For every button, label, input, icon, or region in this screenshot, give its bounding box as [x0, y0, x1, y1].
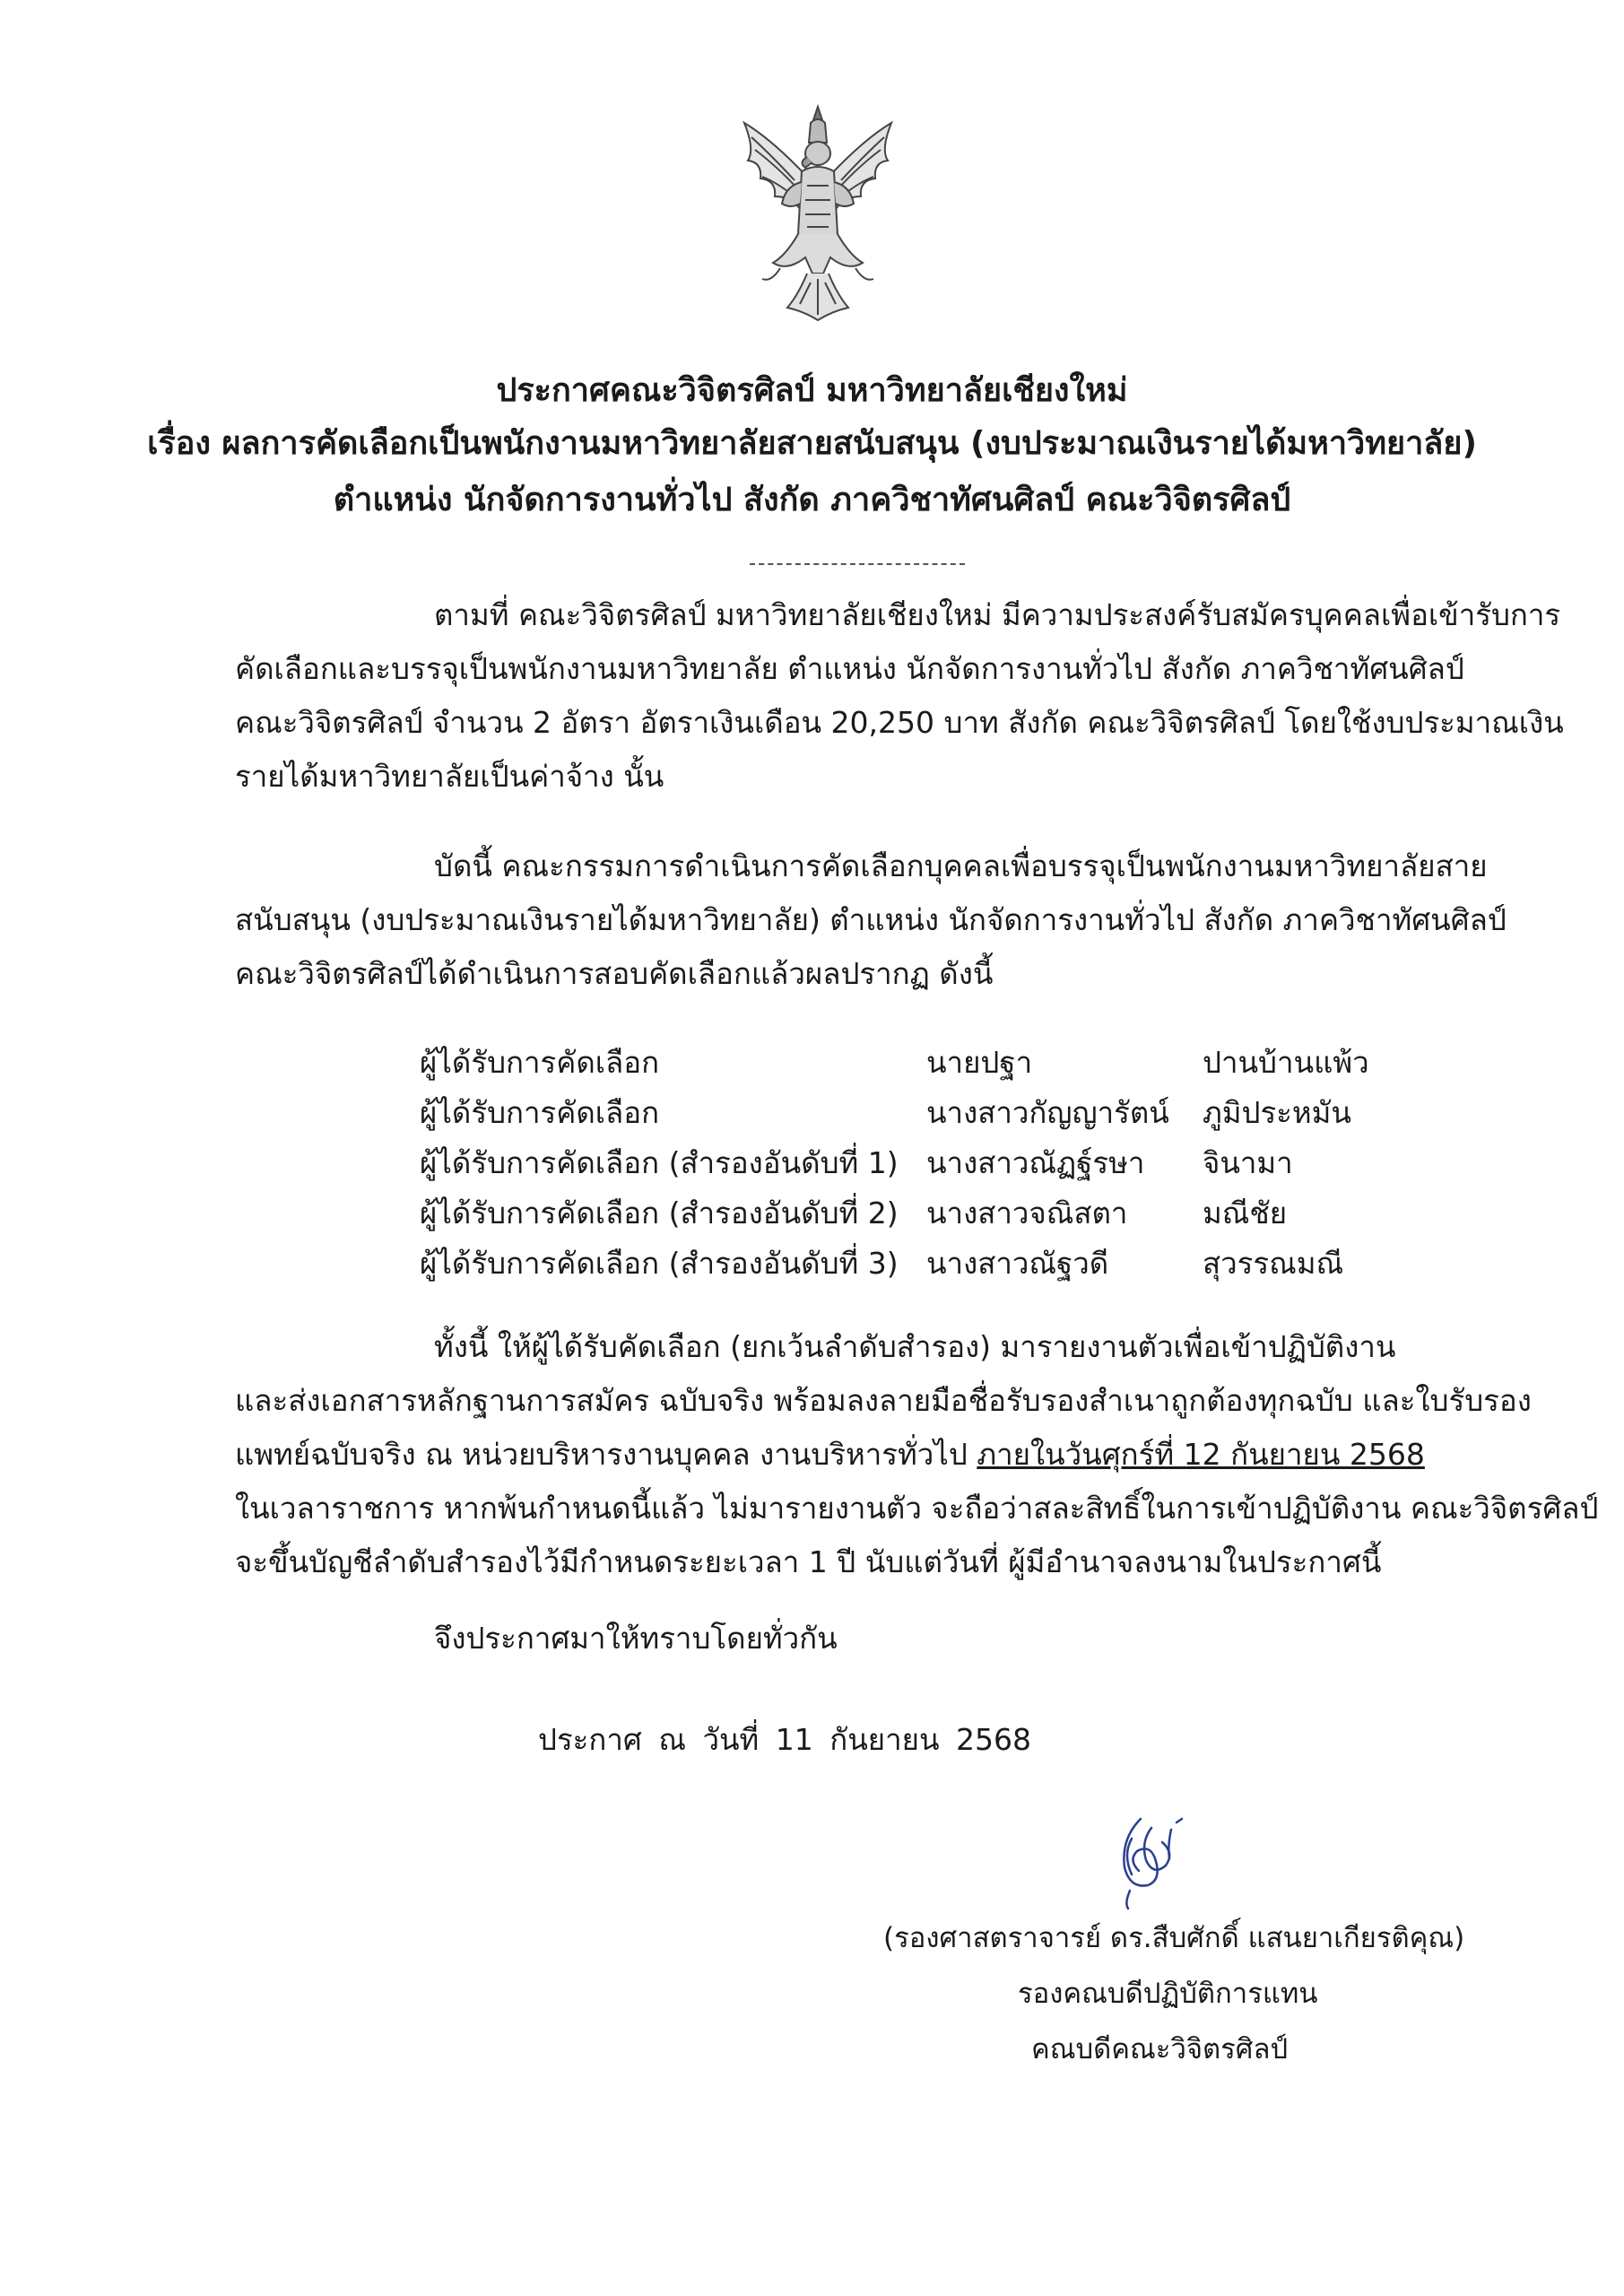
list-item	[420, 1089, 1406, 1139]
announcement-date: ประกาศ ณ วันที่ 11 กันยายน 2568	[538, 1722, 1032, 1757]
signer-name: (รองศาสตราจารย์ ดร.สืบศักดิ์ แสนยาเกียรติคุณ)	[883, 1922, 1465, 1954]
paragraph-line: และส่งเอกสารหลักฐานการสมัคร ฉบับจริง พร้อมลงลายมือชื่อรับรองสำเนาถูกต้องทุกฉบับ และใบรับรอง	[235, 1383, 1532, 1418]
candidate-last-name: ปานบ้านแพ้ว	[1203, 1045, 1369, 1080]
signer-on-behalf: คณบดีคณะวิจิตรศิลป์	[1031, 2033, 1289, 2066]
candidate-first-name: นายปฐา	[926, 1045, 1033, 1080]
garuda-emblem-icon	[735, 103, 901, 323]
paragraph-line: คณะวิจิตรศิลป์ได้ดำเนินการสอบคัดเลือกแล้วผลปรากฏ ดังนี้	[235, 956, 994, 991]
announcement-heading: ประกาศคณะวิจิตรศิลป์ มหาวิทยาลัยเชียงใหม่	[496, 372, 1128, 409]
list-item	[420, 1039, 1406, 1089]
paragraph-line: ในเวลาราชการ หากพ้นกำหนดนี้แล้ว ไม่มารายงานตัว จะถือว่าสละสิทธิ์ในการเข้าปฏิบัติงาน คณะวิจิตรศิลป์	[235, 1491, 1599, 1526]
paragraph-line: ตามที่ คณะวิจิตรศิลป์ มหาวิทยาลัยเชียงใหม่ มีความประสงค์รับสมัครบุคคลเพื่อเข้ารับการ	[434, 597, 1561, 632]
paragraph-line: รายได้มหาวิทยาลัยเป็นค่าจ้าง นั้น	[235, 759, 664, 794]
paragraph-line: บัดนี้ คณะกรรมการดำเนินการคัดเลือกบุคคลเพื่อบรรจุเป็นพนักงานมหาวิทยาลัยสาย	[434, 848, 1488, 883]
paragraph-instructions	[235, 1320, 1598, 1589]
paragraph-line: คณะวิจิตรศิลป์ จำนวน 2 อัตรา อัตราเงินเดือน 20,250 บาท สังกัด คณะวิจิตรศิลป์ โดยใช้งบประมาณเงิน	[235, 705, 1564, 740]
candidate-status: ผู้ได้รับการคัดเลือก	[420, 1045, 660, 1080]
candidate-last-name: ภูมิประหมัน	[1203, 1095, 1351, 1130]
list-item	[420, 1239, 1406, 1290]
paragraph-result-intro	[235, 839, 1507, 1001]
candidate-last-name: มณีชัย	[1203, 1196, 1288, 1231]
paragraph-line: คัดเลือกและบรรจุเป็นพนักงานมหาวิทยาลัย ตำแหน่ง นักจัดการงานทั่วไป สังกัด ภาควิชาทัศนศิลป์	[235, 651, 1464, 686]
paragraph-line: ทั้งนี้ ให้ผู้ได้รับคัดเลือก (ยกเว้นลำดับสำรอง) มารายงานตัวเพื่อเข้าปฏิบัติงาน	[434, 1329, 1396, 1364]
candidate-first-name: นางสาวณัฐวดี	[926, 1246, 1109, 1281]
signer-block	[883, 1915, 1464, 2082]
candidate-status: ผู้ได้รับการคัดเลือก (สำรองอันดับที่ 1)	[420, 1145, 899, 1180]
candidate-last-name: จินามา	[1203, 1145, 1293, 1180]
list-item	[420, 1189, 1406, 1239]
candidate-first-name: นางสาวกัญญารัตน์	[926, 1095, 1169, 1130]
candidate-status: ผู้ได้รับการคัดเลือก (สำรองอันดับที่ 3)	[420, 1246, 899, 1281]
report-deadline: ภายในวันศุกร์ที่ 12 กันยายน 2568	[977, 1437, 1425, 1472]
candidate-last-name: สุวรรณมณี	[1203, 1246, 1344, 1281]
paragraph-background	[235, 588, 1564, 804]
closing-statement: จึงประกาศมาให้ทราบโดยทั่วกัน	[434, 1621, 838, 1656]
divider	[750, 563, 965, 565]
paragraph-text: แพทย์ฉบับจริง ณ หน่วยบริหารงานบุคคล งานบริหารทั่วไป	[235, 1437, 977, 1472]
paragraph-line: จะขึ้นบัญชีลำดับสำรองไว้มีกำหนดระยะเวลา 1 ปี นับแต่วันที่ ผู้มีอำนาจลงนามในประกาศนี้	[235, 1544, 1382, 1579]
candidate-status: ผู้ได้รับการคัดเลือก	[420, 1095, 660, 1130]
handwritten-signature-icon	[1105, 1803, 1203, 1910]
selected-candidates-list	[420, 1039, 1406, 1290]
list-item	[420, 1139, 1406, 1189]
candidate-status: ผู้ได้รับการคัดเลือก (สำรองอันดับที่ 2)	[420, 1196, 899, 1231]
subject-heading: เรื่อง ผลการคัดเลือกเป็นพนักงานมหาวิทยาลัยสายสนับสนุน (งบประมาณเงินรายได้มหาวิทยาลัย)	[147, 425, 1477, 462]
position-heading: ตำแหน่ง นักจัดการงานทั่วไป สังกัด ภาควิชาทัศนศิลป์ คณะวิจิตรศิลป์	[333, 482, 1291, 518]
paragraph-line: สนับสนุน (งบประมาณเงินรายได้มหาวิทยาลัย) ตำแหน่ง นักจัดการงานทั่วไป สังกัด ภาควิชาทัศนศิลป์	[235, 902, 1507, 937]
candidate-first-name: นางสาวณัฏฐ์รษา	[926, 1145, 1145, 1180]
paragraph-line	[235, 1428, 1598, 1482]
signer-role: รองคณบดีปฏิบัติการแทน	[1018, 1978, 1318, 2010]
candidate-first-name: นางสาวจณิสตา	[926, 1196, 1128, 1231]
